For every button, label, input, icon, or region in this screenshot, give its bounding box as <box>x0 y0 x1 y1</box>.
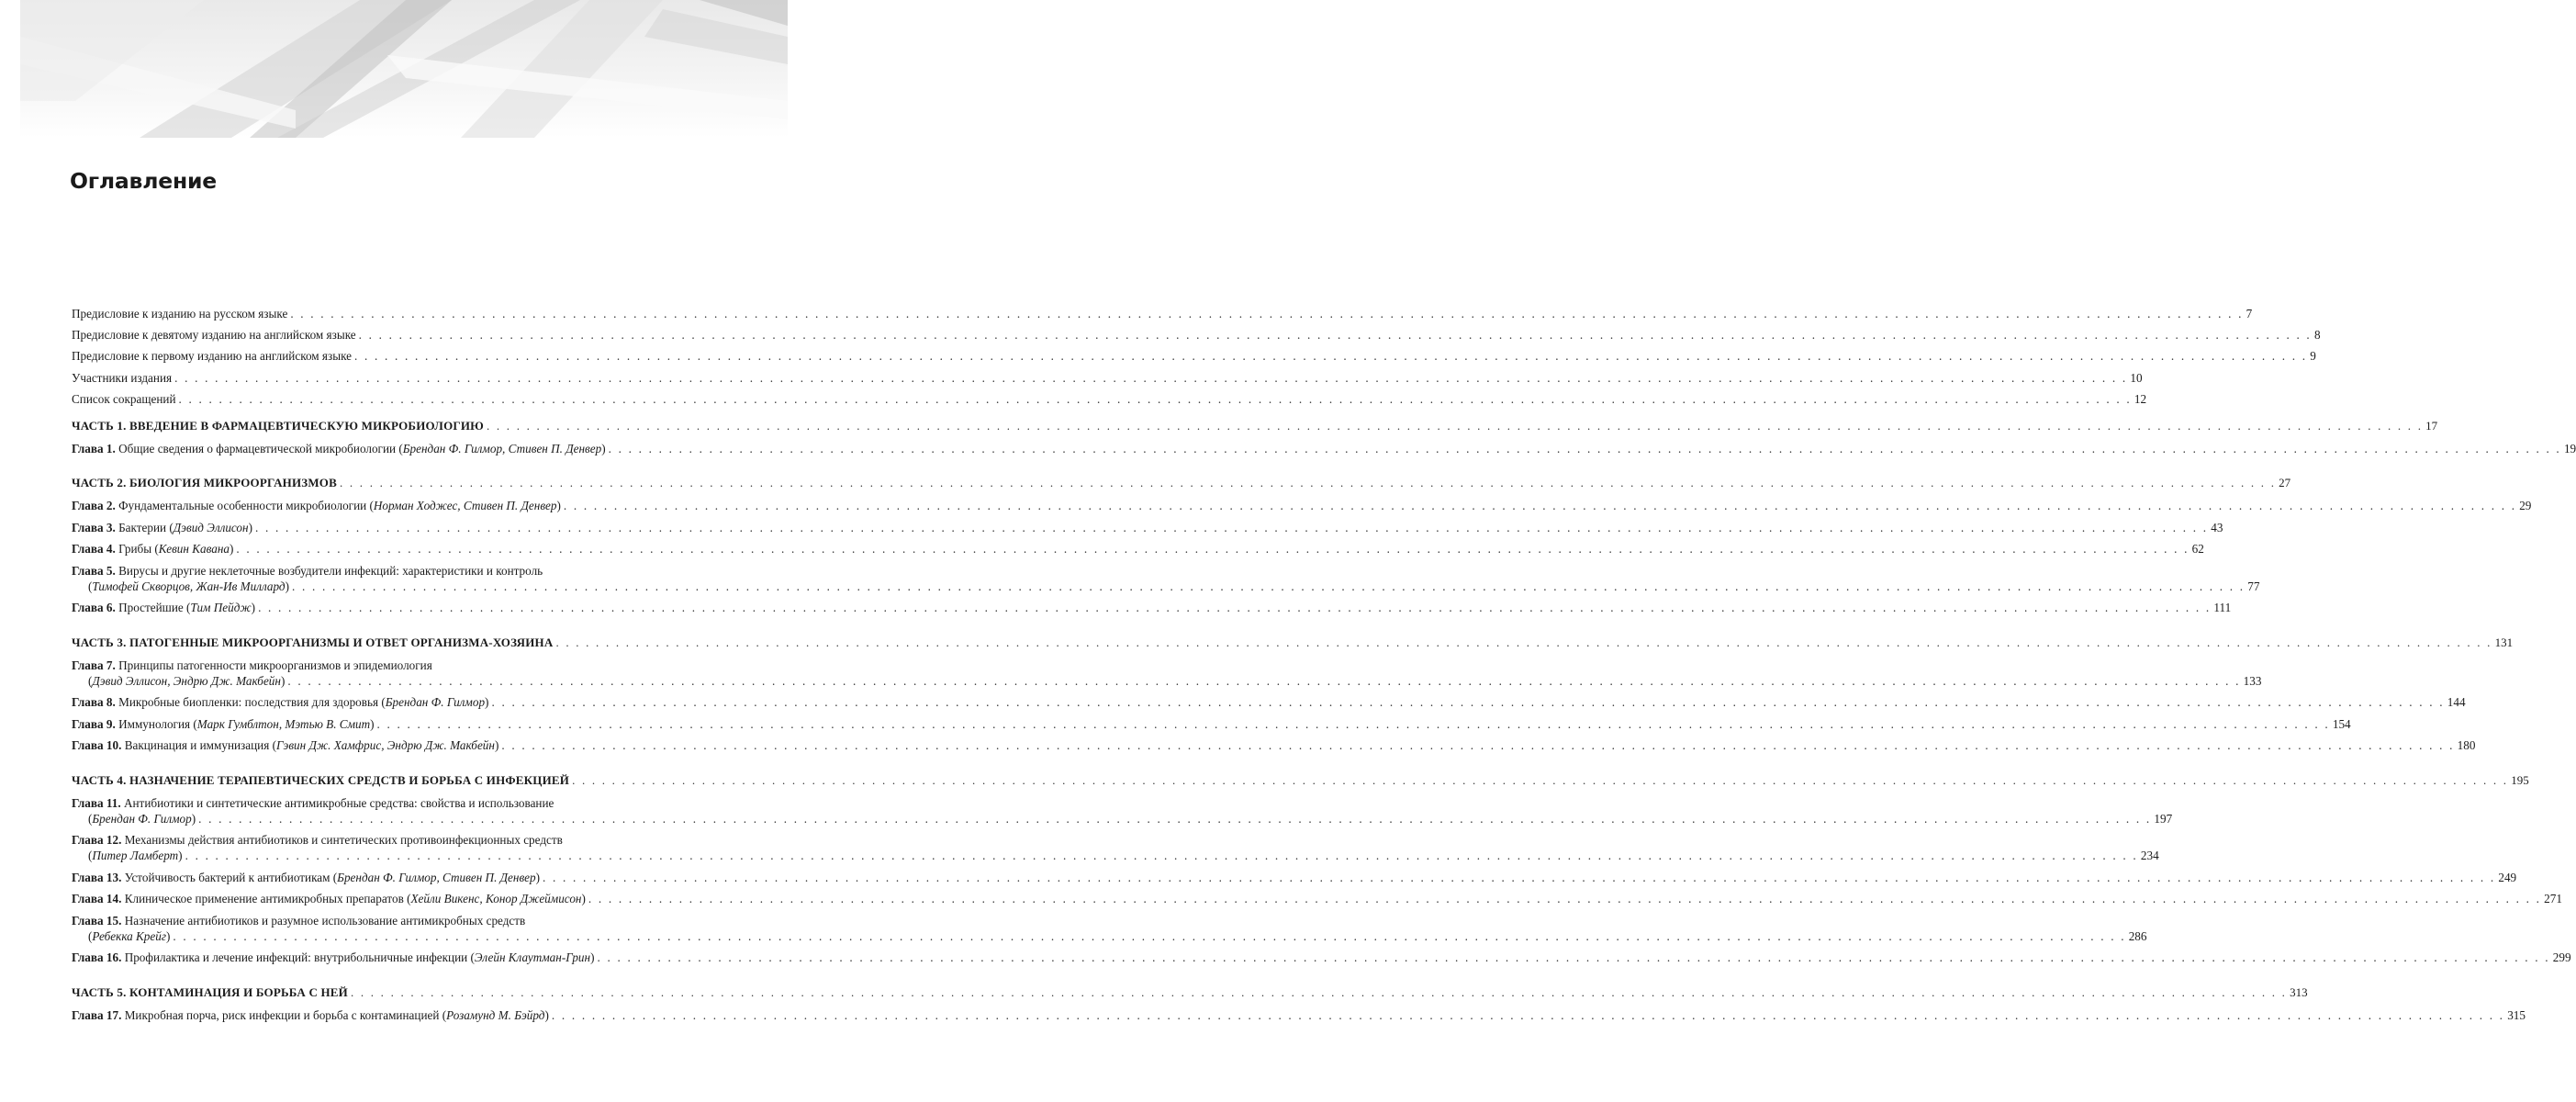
chapter-authors-line <box>72 673 2262 689</box>
dot-leader <box>292 579 2245 594</box>
dot-leader <box>564 498 2516 513</box>
chapter-label: Глава 11. <box>72 795 121 810</box>
page-number: 197 <box>2154 811 2173 826</box>
toc-entry-chapter[interactable] <box>72 737 2476 753</box>
chapter-authors <box>88 811 196 826</box>
author-names: Тим Пейдж <box>190 601 252 615</box>
chapter-line <box>72 600 2232 615</box>
chapter-text <box>72 870 540 885</box>
chapter-label: Глава 12. <box>72 833 122 848</box>
part-separator <box>72 972 711 973</box>
toc-entry-chapter[interactable] <box>72 795 2173 826</box>
page-number: 144 <box>2447 695 2466 710</box>
part-separator <box>72 622 711 624</box>
toc-entry-chapter[interactable] <box>72 498 2532 513</box>
chapter-authors-line <box>72 811 2173 826</box>
toc-entry-preface[interactable] <box>72 370 2143 386</box>
author-names: Гэвин Дж. Хамфрис, Эндрю Дж. Макбейн <box>276 738 495 753</box>
author-names: Брендан Ф. Гилмор, Стивен П. Денвер <box>337 870 536 884</box>
chapter-title: Антибиотики и синтетические антимикробные средства: свойства и использование <box>123 795 554 810</box>
chapter-text <box>72 737 498 753</box>
chapter-label: Глава 2. <box>72 499 116 513</box>
chapter-title: Микробная порча, риск инфекции и борьба с контаминацией ( <box>124 1007 447 1022</box>
author-names: Ребекка Крейг <box>92 928 166 943</box>
chapter-title: Простейшие ( <box>118 601 191 615</box>
author-names: Брендан Ф. Гилмор <box>92 811 192 826</box>
dot-leader <box>501 737 2454 753</box>
paren-close: ) <box>601 441 606 455</box>
paren-close: ) <box>535 870 541 884</box>
chapter-title: Вирусы и другие неклеточные возбудители инфекций: характеристики и контроль <box>118 563 543 578</box>
chapter-label: Глава 8. <box>72 695 116 710</box>
toc-entry-chapter[interactable] <box>72 441 2576 456</box>
chapter-line <box>72 737 2476 753</box>
dot-leader <box>572 772 2508 788</box>
chapter-label: Глава 1. <box>72 441 116 455</box>
page-number: 10 <box>2130 370 2143 385</box>
page-number: 313 <box>2290 984 2308 999</box>
toc-entry-chapter[interactable] <box>72 541 2204 557</box>
page-number: 19 <box>2563 441 2576 455</box>
chapter-title: Вакцинация и иммунизация ( <box>124 738 276 753</box>
chapter-text <box>72 441 606 456</box>
chapter-authors <box>88 928 170 944</box>
toc-entry-preface[interactable] <box>72 391 2147 407</box>
author-names: Элейн Клаутман-Грин <box>474 950 591 965</box>
page-number: 286 <box>2128 928 2147 943</box>
paren-close: ) <box>485 695 489 710</box>
toc-entry-chapter[interactable] <box>72 832 2159 863</box>
paren-close: ) <box>229 542 234 557</box>
dot-leader <box>609 441 2561 456</box>
toc-entry-preface[interactable] <box>72 327 2321 343</box>
paren-close: ) <box>556 499 561 513</box>
chapter-title: Иммунология ( <box>118 716 197 731</box>
toc-entry-chapter[interactable] <box>72 891 2562 906</box>
paren-close: ) <box>166 928 171 943</box>
chapter-authors-line <box>72 579 2260 594</box>
part-title: ЧАСТЬ 2. БИОЛОГИЯ МИКРООРГАНИЗМОВ <box>72 476 337 490</box>
chapter-title: Микробные биопленки: последствия для здоровья ( <box>118 695 386 710</box>
toc-part-heading[interactable] <box>72 418 2438 433</box>
entry-title: Участники издания <box>72 370 173 385</box>
paren-open: ( <box>88 673 93 688</box>
dot-leader <box>185 848 2138 863</box>
paren-close: ) <box>590 950 595 965</box>
chapter-line <box>72 716 2351 732</box>
page-number: 133 <box>2243 673 2262 688</box>
page-number: 9 <box>2310 349 2316 364</box>
header-banner <box>20 0 788 138</box>
page-number: 12 <box>2134 391 2147 406</box>
page-number: 299 <box>2552 950 2571 965</box>
chapter-text <box>72 694 488 710</box>
chapter-text <box>72 1007 549 1023</box>
dot-leader <box>552 1007 2504 1023</box>
paren-open: ( <box>88 811 93 826</box>
chapter-label: Глава 5. <box>72 563 116 578</box>
page-number: 62 <box>2191 542 2204 557</box>
chapter-title: Профилактика и лечение инфекций: внутрибольничные инфекции ( <box>124 950 475 965</box>
page-number: 29 <box>2519 499 2532 513</box>
chapter-line <box>72 498 2532 513</box>
paren-open: ( <box>88 849 93 863</box>
author-names: Кевин Кавана <box>158 542 230 557</box>
dot-leader <box>174 370 2127 386</box>
page-number: 249 <box>2498 870 2517 884</box>
author-names: Брендан Ф. Гилмор, Стивен П. Денвер <box>402 441 602 455</box>
chapter-label: Глава 15. <box>72 913 122 928</box>
page-number: 8 <box>2313 328 2321 343</box>
chapter-title: Устойчивость бактерий к антибиотикам ( <box>124 870 338 884</box>
author-names: Дэвид Эллисон <box>173 520 249 534</box>
paren-open: ( <box>88 579 93 593</box>
toc-part-heading[interactable] <box>72 772 2529 788</box>
chapter-title: Грибы ( <box>118 542 159 557</box>
toc-entry-chapter[interactable] <box>72 694 2466 710</box>
part-title: ЧАСТЬ 3. ПАТОГЕННЫЕ МИКРООРГАНИЗМЫ И ОТВЕТ ОРГАНИЗМА-ХОЗЯИНА <box>72 635 554 649</box>
chapter-line <box>72 694 2466 710</box>
entry-title: Предисловие к девятому изданию на английском языке <box>72 328 356 343</box>
chapter-label: Глава 16. <box>72 950 122 965</box>
chapter-authors <box>88 673 285 689</box>
dot-leader <box>290 306 2243 321</box>
chapter-line <box>72 1007 2526 1023</box>
dot-leader <box>255 520 2208 535</box>
chapter-text <box>72 600 255 615</box>
toc-part-heading[interactable] <box>72 475 2291 490</box>
dot-leader <box>377 716 2330 732</box>
part-title: ЧАСТЬ 1. ВВЕДЕНИЕ В ФАРМАЦЕВТИЧЕСКУЮ МИКРОБИОЛОГИЮ <box>72 418 484 433</box>
chapter-title: Механизмы действия антибиотиков и синтетических противоинфекционных средств <box>124 833 563 848</box>
paren-close: ) <box>178 849 183 863</box>
page-number: 234 <box>2140 849 2159 863</box>
author-names: Брендан Ф. Гилмор <box>385 695 486 710</box>
author-names: Дэвид Эллисон, Эндрю Дж. Макбейн <box>92 673 281 688</box>
author-names: Розамунд М. Бэйрд <box>446 1007 545 1022</box>
author-names: Хейли Викенс, Конор Джеймисон <box>410 892 582 906</box>
chapter-label: Глава 3. <box>72 520 116 534</box>
paren-close: ) <box>248 520 252 534</box>
banner-stripes <box>20 0 788 138</box>
dot-leader <box>179 391 2132 407</box>
toc-entry-chapter[interactable] <box>72 870 2517 885</box>
dot-leader <box>359 327 2312 343</box>
chapter-label: Глава 14. <box>72 892 122 906</box>
paren-close: ) <box>370 716 375 731</box>
chapter-text <box>72 716 375 732</box>
dot-leader <box>487 418 2423 433</box>
paren-open: ( <box>88 928 93 943</box>
page-number: 180 <box>2457 738 2476 753</box>
page-number: 17 <box>2425 418 2438 433</box>
chapter-title: Бактерии ( <box>118 520 174 534</box>
paren-close: ) <box>251 601 256 615</box>
dot-leader <box>173 928 2125 944</box>
chapter-title: Фундаментальные особенности микробиологии ( <box>118 499 374 513</box>
paren-close: ) <box>280 673 286 688</box>
toc-entry-chapter[interactable] <box>72 658 2262 689</box>
chapter-line <box>72 520 2223 535</box>
dot-leader <box>597 950 2549 965</box>
page-number: 43 <box>2211 520 2223 534</box>
toc-entry-chapter[interactable] <box>72 716 2351 732</box>
dot-leader <box>491 694 2444 710</box>
chapter-label: Глава 9. <box>72 716 116 731</box>
dot-leader <box>543 870 2495 885</box>
chapter-authors <box>88 848 183 863</box>
paren-close: ) <box>581 892 586 906</box>
chapter-line <box>72 541 2204 557</box>
paren-close: ) <box>191 811 196 826</box>
chapter-authors <box>88 579 289 594</box>
dot-leader <box>354 348 2307 364</box>
chapter-label: Глава 10. <box>72 738 122 753</box>
toc-part-heading[interactable] <box>72 635 2514 650</box>
dot-leader <box>555 635 2492 650</box>
dot-leader <box>198 811 2151 826</box>
dot-leader <box>340 475 2276 490</box>
chapter-label: Глава 6. <box>72 601 116 615</box>
page-number: 315 <box>2507 1007 2526 1022</box>
chapter-title-line <box>72 563 711 579</box>
paren-close: ) <box>544 1007 549 1022</box>
entry-title: Предисловие к изданию на русском языке <box>72 307 288 320</box>
chapter-line <box>72 870 2517 885</box>
dot-leader <box>588 891 2541 906</box>
chapter-line <box>72 891 2562 906</box>
chapter-label: Глава 13. <box>72 870 122 884</box>
page-number: 271 <box>2544 892 2562 906</box>
chapter-label: Глава 17. <box>72 1007 122 1022</box>
toc-entry-chapter[interactable] <box>72 600 2232 615</box>
page-number: 131 <box>2494 635 2514 649</box>
toc-entry-preface[interactable] <box>72 348 2316 364</box>
toc-entry-chapter[interactable] <box>72 563 2260 594</box>
chapter-title: Принципы патогенности микроорганизмов и эпидемиология <box>118 658 432 672</box>
chapter-label: Глава 4. <box>72 542 116 557</box>
chapter-title-line <box>72 795 711 811</box>
author-names: Марк Гумблтон, Мэтью В. Смит <box>196 716 371 731</box>
toc-entry-preface[interactable] <box>72 306 2253 321</box>
chapter-title-line <box>72 913 711 928</box>
dot-leader <box>236 541 2189 557</box>
page-number: 195 <box>2511 772 2529 787</box>
table-of-contents <box>72 306 2576 1030</box>
paren-close: ) <box>494 738 499 753</box>
dot-leader <box>351 984 2287 1000</box>
part-title: ЧАСТЬ 4. НАЗНАЧЕНИЕ ТЕРАПЕВТИЧЕСКИХ СРЕДСТВ И БОРЬБА С ИНФЕКЦИЕЙ <box>72 772 570 787</box>
chapter-text <box>72 498 561 513</box>
chapter-line <box>72 950 2571 965</box>
chapter-text <box>72 520 252 535</box>
toc-entry-chapter[interactable] <box>72 1007 2526 1023</box>
page-number: 154 <box>2332 716 2351 731</box>
entry-title: Предисловие к первому изданию на английском языке <box>72 349 352 364</box>
chapter-authors-line <box>72 928 2147 944</box>
chapter-label: Глава 7. <box>72 658 116 672</box>
toc-entry-chapter[interactable] <box>72 913 2147 944</box>
toc-entry-chapter[interactable] <box>72 520 2223 535</box>
part-title: ЧАСТЬ 5. КОНТАМИНАЦИЯ И БОРЬБА С НЕЙ <box>72 984 348 999</box>
page-number: 111 <box>2213 601 2232 615</box>
chapter-text <box>72 541 233 557</box>
page-number: 7 <box>2246 307 2253 320</box>
toc-entry-chapter[interactable] <box>72 950 2571 965</box>
chapter-text <box>72 891 586 906</box>
chapter-title: Назначение антибиотиков и разумное использование антимикробных средств <box>124 913 526 928</box>
chapter-title-line <box>72 658 711 673</box>
chapter-title: Клиническое применение антимикробных препаратов ( <box>124 892 411 906</box>
part-separator <box>72 1029 711 1030</box>
chapter-line <box>72 441 2576 456</box>
part-separator <box>72 462 711 464</box>
part-separator <box>72 759 711 761</box>
toc-part-heading[interactable] <box>72 984 2308 1000</box>
entry-title: Список сокращений <box>72 391 176 406</box>
dot-leader <box>287 673 2240 689</box>
paren-close: ) <box>285 579 289 593</box>
chapter-text <box>72 950 594 965</box>
author-names: Питер Ламберт <box>92 849 179 863</box>
chapter-authors-line <box>72 848 2159 863</box>
page-number: 27 <box>2279 476 2291 490</box>
author-names: Норман Ходжес, Стивен П. Денвер <box>373 499 557 513</box>
dot-leader <box>258 600 2211 615</box>
page-title: Оглавление <box>70 168 217 194</box>
chapter-title-line <box>72 832 711 848</box>
page-number: 77 <box>2247 579 2260 593</box>
author-names: Тимофей Скворцов, Жан-Ив Миллард <box>92 579 286 593</box>
chapter-title: Общие сведения о фармацевтической микробиологии ( <box>118 441 403 455</box>
